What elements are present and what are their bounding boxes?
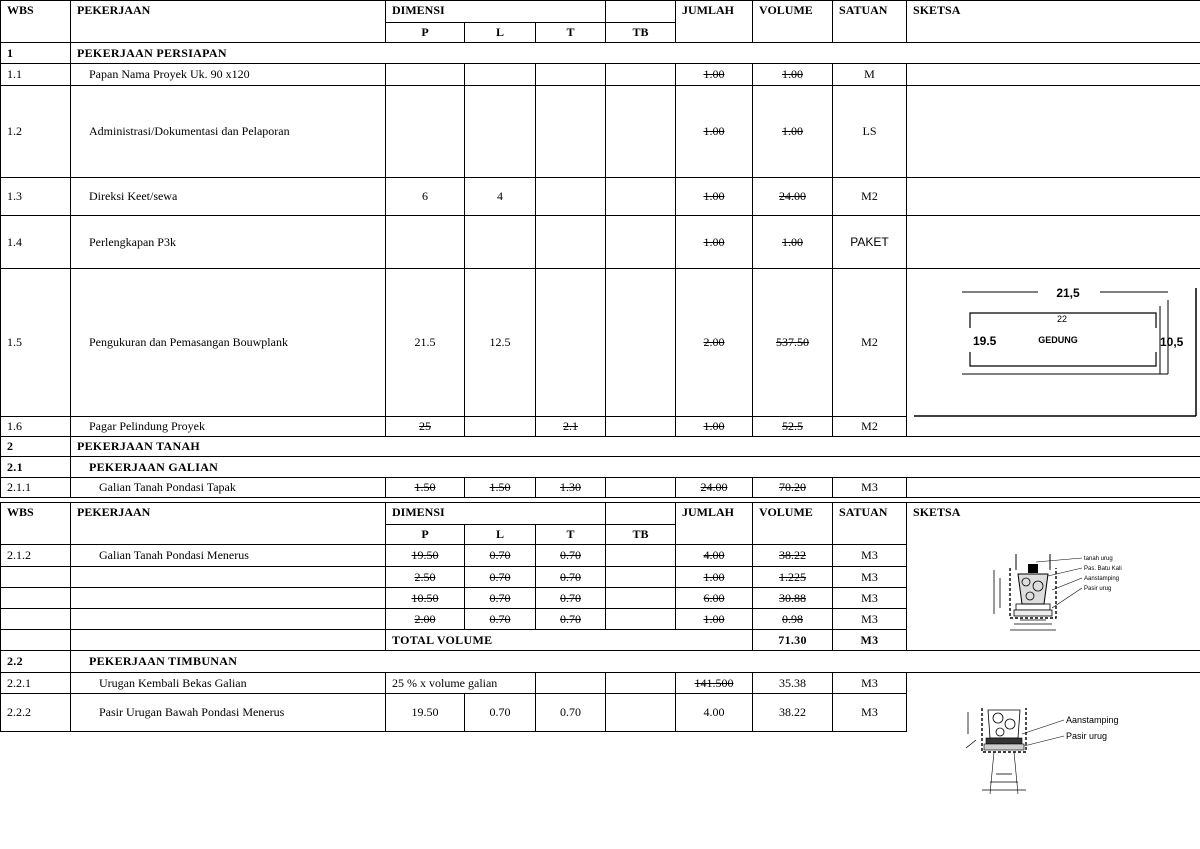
row-wbs: 2.1.1 (1, 478, 71, 498)
col-p-header: P (386, 525, 465, 545)
sketch-label-pasir-urug: Pasir urug (1066, 731, 1108, 741)
row-name: Galian Tanah Pondasi Menerus (71, 545, 386, 567)
row-name: Pengukuran dan Pemasangan Bouwplank (71, 269, 386, 417)
row-jumlah: 1.00 (676, 178, 753, 216)
row-l (465, 86, 536, 178)
section-title: PEKERJAAN GALIAN (71, 457, 1200, 478)
sketch-dim-inner: 22 (1056, 314, 1068, 324)
row-t (536, 673, 606, 694)
table-row (1, 673, 1200, 694)
total-label: TOTAL VOLUME (386, 630, 753, 651)
row-name: Administrasi/Dokumentasi dan Pelaporan (71, 86, 386, 178)
section-wbs: 2.1 (1, 457, 71, 478)
col-t-header: T (536, 525, 606, 545)
row-p: 2.50 (386, 567, 465, 588)
row-wbs: 1.4 (1, 216, 71, 269)
row-t (536, 64, 606, 86)
row-p: 25 (386, 417, 465, 437)
col-l-header: L (465, 525, 536, 545)
col-jumlah-header: JUMLAH (676, 1, 753, 43)
row-satuan: M3 (833, 588, 907, 609)
col-dimensi-header: DIMENSI (386, 503, 606, 525)
col-wbs-header: WBS (1, 1, 71, 43)
row-volume: 0.98 (753, 609, 833, 630)
section-row-2 (1, 437, 1200, 457)
row-jumlah: 1.00 (676, 609, 753, 630)
col-tb-header: TB (606, 525, 676, 545)
row-satuan: M3 (833, 609, 907, 630)
row-satuan: M3 (833, 673, 907, 694)
section-title: PEKERJAAN PERSIAPAN (71, 43, 1200, 64)
sketch-dim-right: 10,5 (1160, 335, 1184, 349)
section-wbs: 2 (1, 437, 71, 457)
sketch-label-aanstamping: Aanstamping (1066, 715, 1119, 725)
row-tb (606, 64, 676, 86)
col-t-header: T (536, 23, 606, 43)
row-name (71, 588, 386, 609)
row-wbs (1, 588, 71, 609)
section-row-2-2 (1, 651, 1200, 673)
row-name: Papan Nama Proyek Uk. 90 x120 (71, 64, 386, 86)
row-wbs (1, 567, 71, 588)
foundation-section-sketch (990, 548, 1150, 634)
sketch-dim-top: 21,5 (1056, 286, 1080, 300)
col-tb-header: TB (606, 23, 676, 43)
row-p: 21.5 (386, 269, 465, 417)
row-l (465, 417, 536, 437)
bouwplank-sketch (910, 280, 1200, 420)
row-jumlah: 141.500 (676, 673, 753, 694)
row-t: 0.70 (536, 609, 606, 630)
row-t (536, 86, 606, 178)
sketch-label-batu-kali: Pas. Batu Kali (1084, 566, 1122, 572)
row-tb (606, 567, 676, 588)
col-l-header: L (465, 23, 536, 43)
col-dimensi-header: DIMENSI (386, 1, 606, 23)
row-jumlah: 1.00 (676, 216, 753, 269)
row-name (71, 630, 386, 651)
row-name: Urugan Kembali Bekas Galian (71, 673, 386, 694)
col-pekerjaan-header: PEKERJAAN (71, 1, 386, 43)
row-wbs: 2.1.2 (1, 545, 71, 567)
row-name: Pasir Urugan Bawah Pondasi Menerus (71, 694, 386, 732)
row-volume: 38.22 (753, 545, 833, 567)
section-wbs: 2.2 (1, 651, 71, 673)
row-tb (606, 417, 676, 437)
sand-fill-section-sketch (960, 704, 1130, 802)
row-wbs: 1.6 (1, 417, 71, 437)
table-row (1, 86, 1200, 178)
row-p: 6 (386, 178, 465, 216)
table-row (1, 216, 1200, 269)
row-sketsa (907, 216, 1200, 269)
row-jumlah: 1.00 (676, 86, 753, 178)
row-wbs: 2.2.1 (1, 673, 71, 694)
row-p: 19.50 (386, 694, 465, 732)
row-tb (606, 588, 676, 609)
row-volume: 38.22 (753, 694, 833, 732)
row-tb (606, 609, 676, 630)
row-l: 12.5 (465, 269, 536, 417)
row-satuan: M3 (833, 545, 907, 567)
row-volume: 24.00 (753, 178, 833, 216)
row-jumlah: 1.00 (676, 417, 753, 437)
row-name (71, 567, 386, 588)
row-volume: 52.5 (753, 417, 833, 437)
row-wbs: 1.3 (1, 178, 71, 216)
row-t: 0.70 (536, 567, 606, 588)
row-l: 4 (465, 178, 536, 216)
row-wbs (1, 609, 71, 630)
col-pekerjaan-header: PEKERJAAN (71, 503, 386, 545)
row-t: 0.70 (536, 694, 606, 732)
row-p: 1.50 (386, 478, 465, 498)
row-jumlah: 6.00 (676, 588, 753, 609)
row-jumlah: 24.00 (676, 478, 753, 498)
row-p: 2.00 (386, 609, 465, 630)
col-jumlah-header: JUMLAH (676, 503, 753, 545)
row-wbs: 1.2 (1, 86, 71, 178)
row-jumlah: 4.00 (676, 694, 753, 732)
sketch-dim-left: 19.5 (973, 334, 997, 348)
row-l: 0.70 (465, 588, 536, 609)
row-wbs: 1.1 (1, 64, 71, 86)
col-satuan-header: SATUAN (833, 503, 907, 545)
row-p (386, 64, 465, 86)
row-volume: 537.50 (753, 269, 833, 417)
table-row (1, 178, 1200, 216)
row-l: 0.70 (465, 609, 536, 630)
row-t (536, 178, 606, 216)
row-wbs: 1.5 (1, 269, 71, 417)
row-t: 0.70 (536, 588, 606, 609)
row-satuan: M2 (833, 178, 907, 216)
sketch-gedung-label: GEDUNG (1038, 335, 1078, 345)
row-l: 1.50 (465, 478, 536, 498)
row-wbs: 2.2.2 (1, 694, 71, 732)
row-t: 1.30 (536, 478, 606, 498)
row-t (536, 216, 606, 269)
row-name: Pagar Pelindung Proyek (71, 417, 386, 437)
header-row (1, 503, 1200, 525)
section-row-1 (1, 43, 1200, 64)
row-satuan: M3 (833, 478, 907, 498)
row-jumlah: 1.00 (676, 567, 753, 588)
col-p-header: P (386, 23, 465, 43)
row-tb (606, 478, 676, 498)
row-satuan: M3 (833, 567, 907, 588)
section-row-2-1 (1, 457, 1200, 478)
row-satuan: PAKET (833, 216, 907, 269)
col-sketsa-header: SKETSA (907, 1, 1200, 43)
sketch-label-pasir-urug: Pasir urug (1084, 586, 1112, 592)
row-l: 0.70 (465, 567, 536, 588)
row-jumlah: 4.00 (676, 545, 753, 567)
sketch-label-aanstamping: Aanstamping (1084, 576, 1120, 582)
row-tb (606, 269, 676, 417)
col-satuan-header: SATUAN (833, 1, 907, 43)
row-p: 19.50 (386, 545, 465, 567)
row-l: 0.70 (465, 545, 536, 567)
row-l (465, 64, 536, 86)
total-volume: 71.30 (753, 630, 833, 651)
header-row (1, 1, 1200, 23)
row-jumlah: 1.00 (676, 64, 753, 86)
col-dimensi-blank (606, 503, 676, 525)
row-tb (606, 86, 676, 178)
row-sketsa (907, 86, 1200, 178)
row-wbs (1, 630, 71, 651)
section-title: PEKERJAAN TIMBUNAN (71, 651, 1200, 673)
row-name (71, 609, 386, 630)
row-name: Galian Tanah Pondasi Tapak (71, 478, 386, 498)
row-volume: 35.38 (753, 673, 833, 694)
col-volume-header: VOLUME (753, 1, 833, 43)
row-jumlah: 2.00 (676, 269, 753, 417)
row-satuan: LS (833, 86, 907, 178)
section-title: PEKERJAAN TANAH (71, 437, 1200, 457)
row-l: 0.70 (465, 694, 536, 732)
col-volume-header: VOLUME (753, 503, 833, 545)
row-satuan: M2 (833, 417, 907, 437)
row-sketsa (907, 478, 1200, 498)
row-sketsa (907, 178, 1200, 216)
row-volume: 70.20 (753, 478, 833, 498)
row-tb (606, 216, 676, 269)
row-volume: 1.00 (753, 86, 833, 178)
row-volume: 1.00 (753, 64, 833, 86)
row-sketsa (907, 673, 1200, 694)
section-wbs: 1 (1, 43, 71, 64)
row-name: Perlengkapan P3k (71, 216, 386, 269)
table-row (1, 64, 1200, 86)
row-volume: 1.00 (753, 216, 833, 269)
row-volume: 1.225 (753, 567, 833, 588)
col-dimensi-blank (606, 1, 676, 23)
row-p: 25 % x volume galian (386, 673, 536, 694)
col-sketsa-header: SKETSA (907, 503, 1200, 545)
row-l (465, 216, 536, 269)
row-sketsa (907, 64, 1200, 86)
row-satuan: M2 (833, 269, 907, 417)
row-tb (606, 545, 676, 567)
sketch-label-tanah-urug: tanah urug (1084, 556, 1113, 562)
row-tb (606, 178, 676, 216)
row-p (386, 216, 465, 269)
row-satuan: M (833, 64, 907, 86)
row-p: 10.50 (386, 588, 465, 609)
table-row (1, 478, 1200, 498)
total-satuan: M3 (833, 630, 907, 651)
row-tb (606, 694, 676, 732)
row-tb (606, 673, 676, 694)
row-volume: 30.88 (753, 588, 833, 609)
row-satuan: M3 (833, 694, 907, 732)
col-wbs-header: WBS (1, 503, 71, 545)
row-p (386, 86, 465, 178)
row-name: Direksi Keet/sewa (71, 178, 386, 216)
row-t: 0.70 (536, 545, 606, 567)
row-t (536, 269, 606, 417)
row-t: 2.1 (536, 417, 606, 437)
